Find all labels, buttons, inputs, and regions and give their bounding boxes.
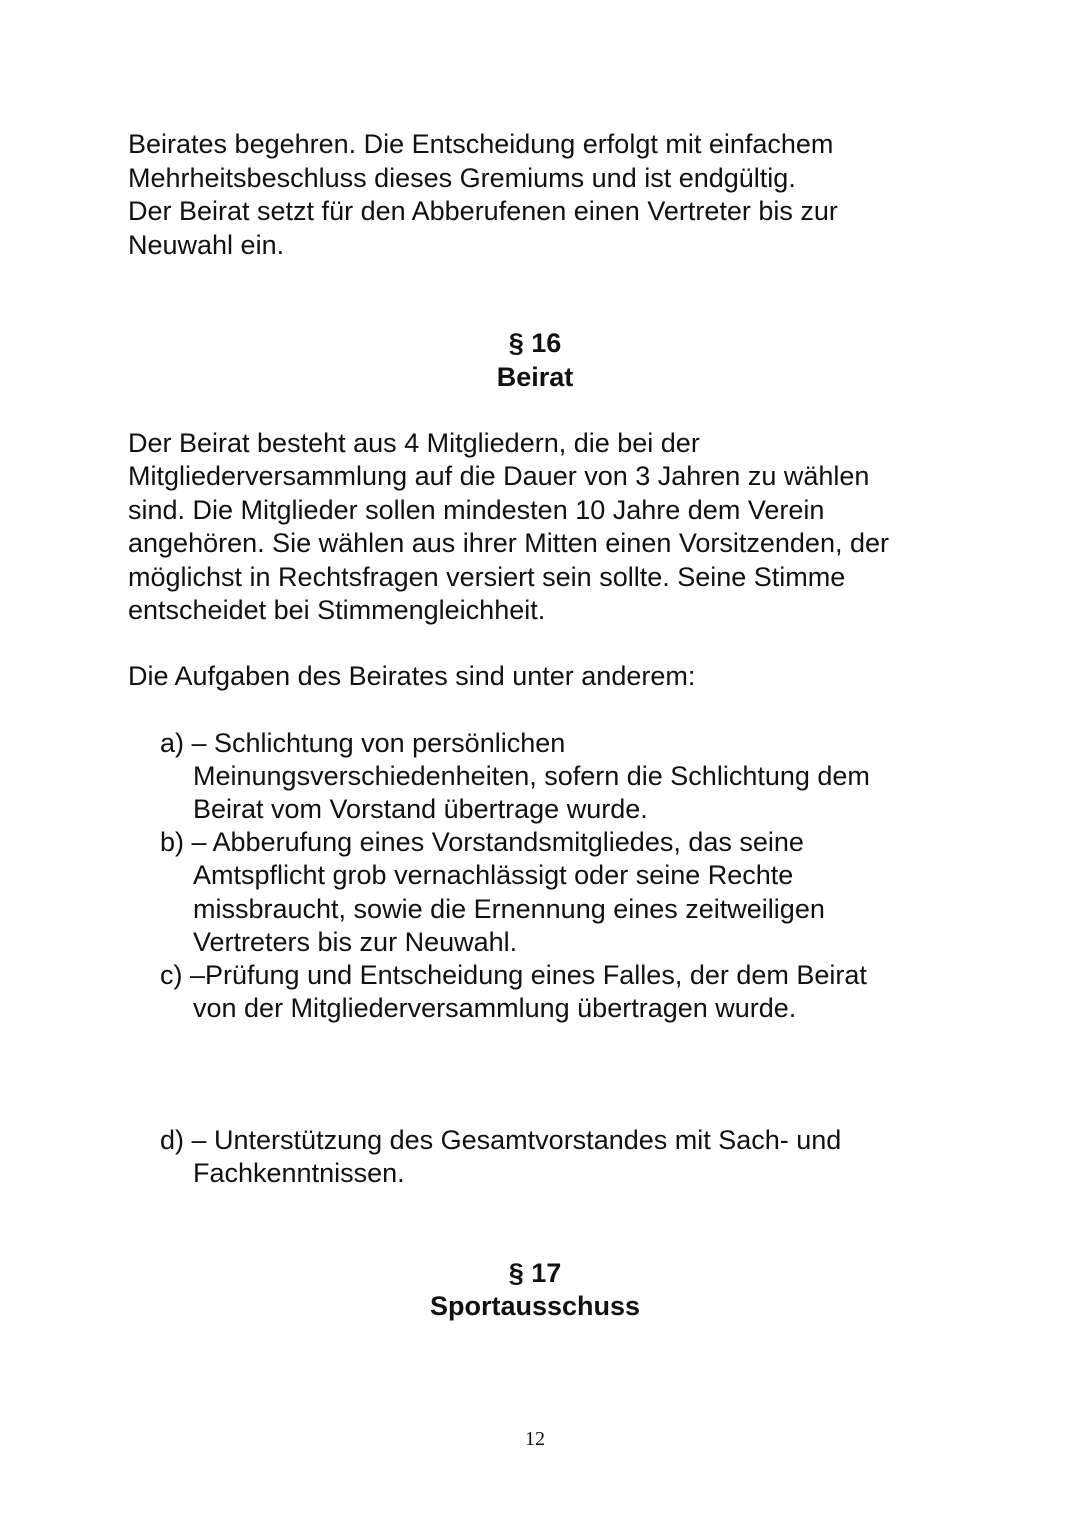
text-line: Amtspflicht grob vernachlässigt oder seine Rechte	[193, 860, 794, 890]
section-17-title: Sportausschuss	[429, 1291, 641, 1321]
text-line: missbraucht, sowie die Ernennung eines zeitweiligen	[193, 894, 825, 924]
section-16-number: § 16	[508, 328, 562, 358]
text-line: Der Beirat setzt für den Abberufenen einen Vertreter bis zur	[128, 196, 838, 226]
page-number: 12	[525, 1428, 545, 1450]
section-17-number: § 17	[508, 1258, 562, 1288]
text-line: Neuwahl ein.	[128, 230, 285, 260]
text-line: angehören. Sie wählen aus ihrer Mitten einen Vorsitzenden, der	[128, 528, 889, 558]
tasks-intro: Die Aufgaben des Beirates sind unter anderem:	[128, 661, 696, 691]
text-line: b) – Abberufung eines Vorstandsmitgliedes, das seine	[160, 827, 804, 857]
text-line: Vertreters bis zur Neuwahl.	[193, 927, 518, 957]
text-line: Mehrheitsbeschluss dieses Gremiums und ist endgültig.	[128, 163, 796, 193]
text-line: entscheidet bei Stimmengleichheit.	[128, 595, 546, 625]
text-line: Mitgliederversammlung auf die Dauer von 3 Jahren zu wählen	[128, 461, 870, 491]
text-line: Der Beirat besteht aus 4 Mitgliedern, die bei der	[128, 428, 700, 458]
section-16-title: Beirat	[496, 362, 574, 392]
text-line: Beirat vom Vorstand übertrage wurde.	[193, 794, 648, 824]
text-line: Beirates begehren. Die Entscheidung erfolgt mit einfachem	[128, 129, 834, 159]
text-line: a) – Schlichtung von persönlichen	[160, 728, 566, 758]
text-line: möglichst in Rechtsfragen versiert sein sollte. Seine Stimme	[128, 562, 846, 592]
text-line: Fachkenntnissen.	[193, 1158, 405, 1188]
text-line: c) –Prüfung und Entscheidung eines Falles, der dem Beirat	[160, 960, 867, 990]
text-line: d) – Unterstützung des Gesamtvorstandes mit Sach- und	[160, 1125, 842, 1155]
text-line: von der Mitgliederversammlung übertragen wurde.	[193, 993, 797, 1023]
text-line: sind. Die Mitglieder sollen mindesten 10 Jahre dem Verein	[128, 495, 825, 525]
text-line: Meinungsverschiedenheiten, sofern die Schlichtung dem	[193, 761, 870, 791]
